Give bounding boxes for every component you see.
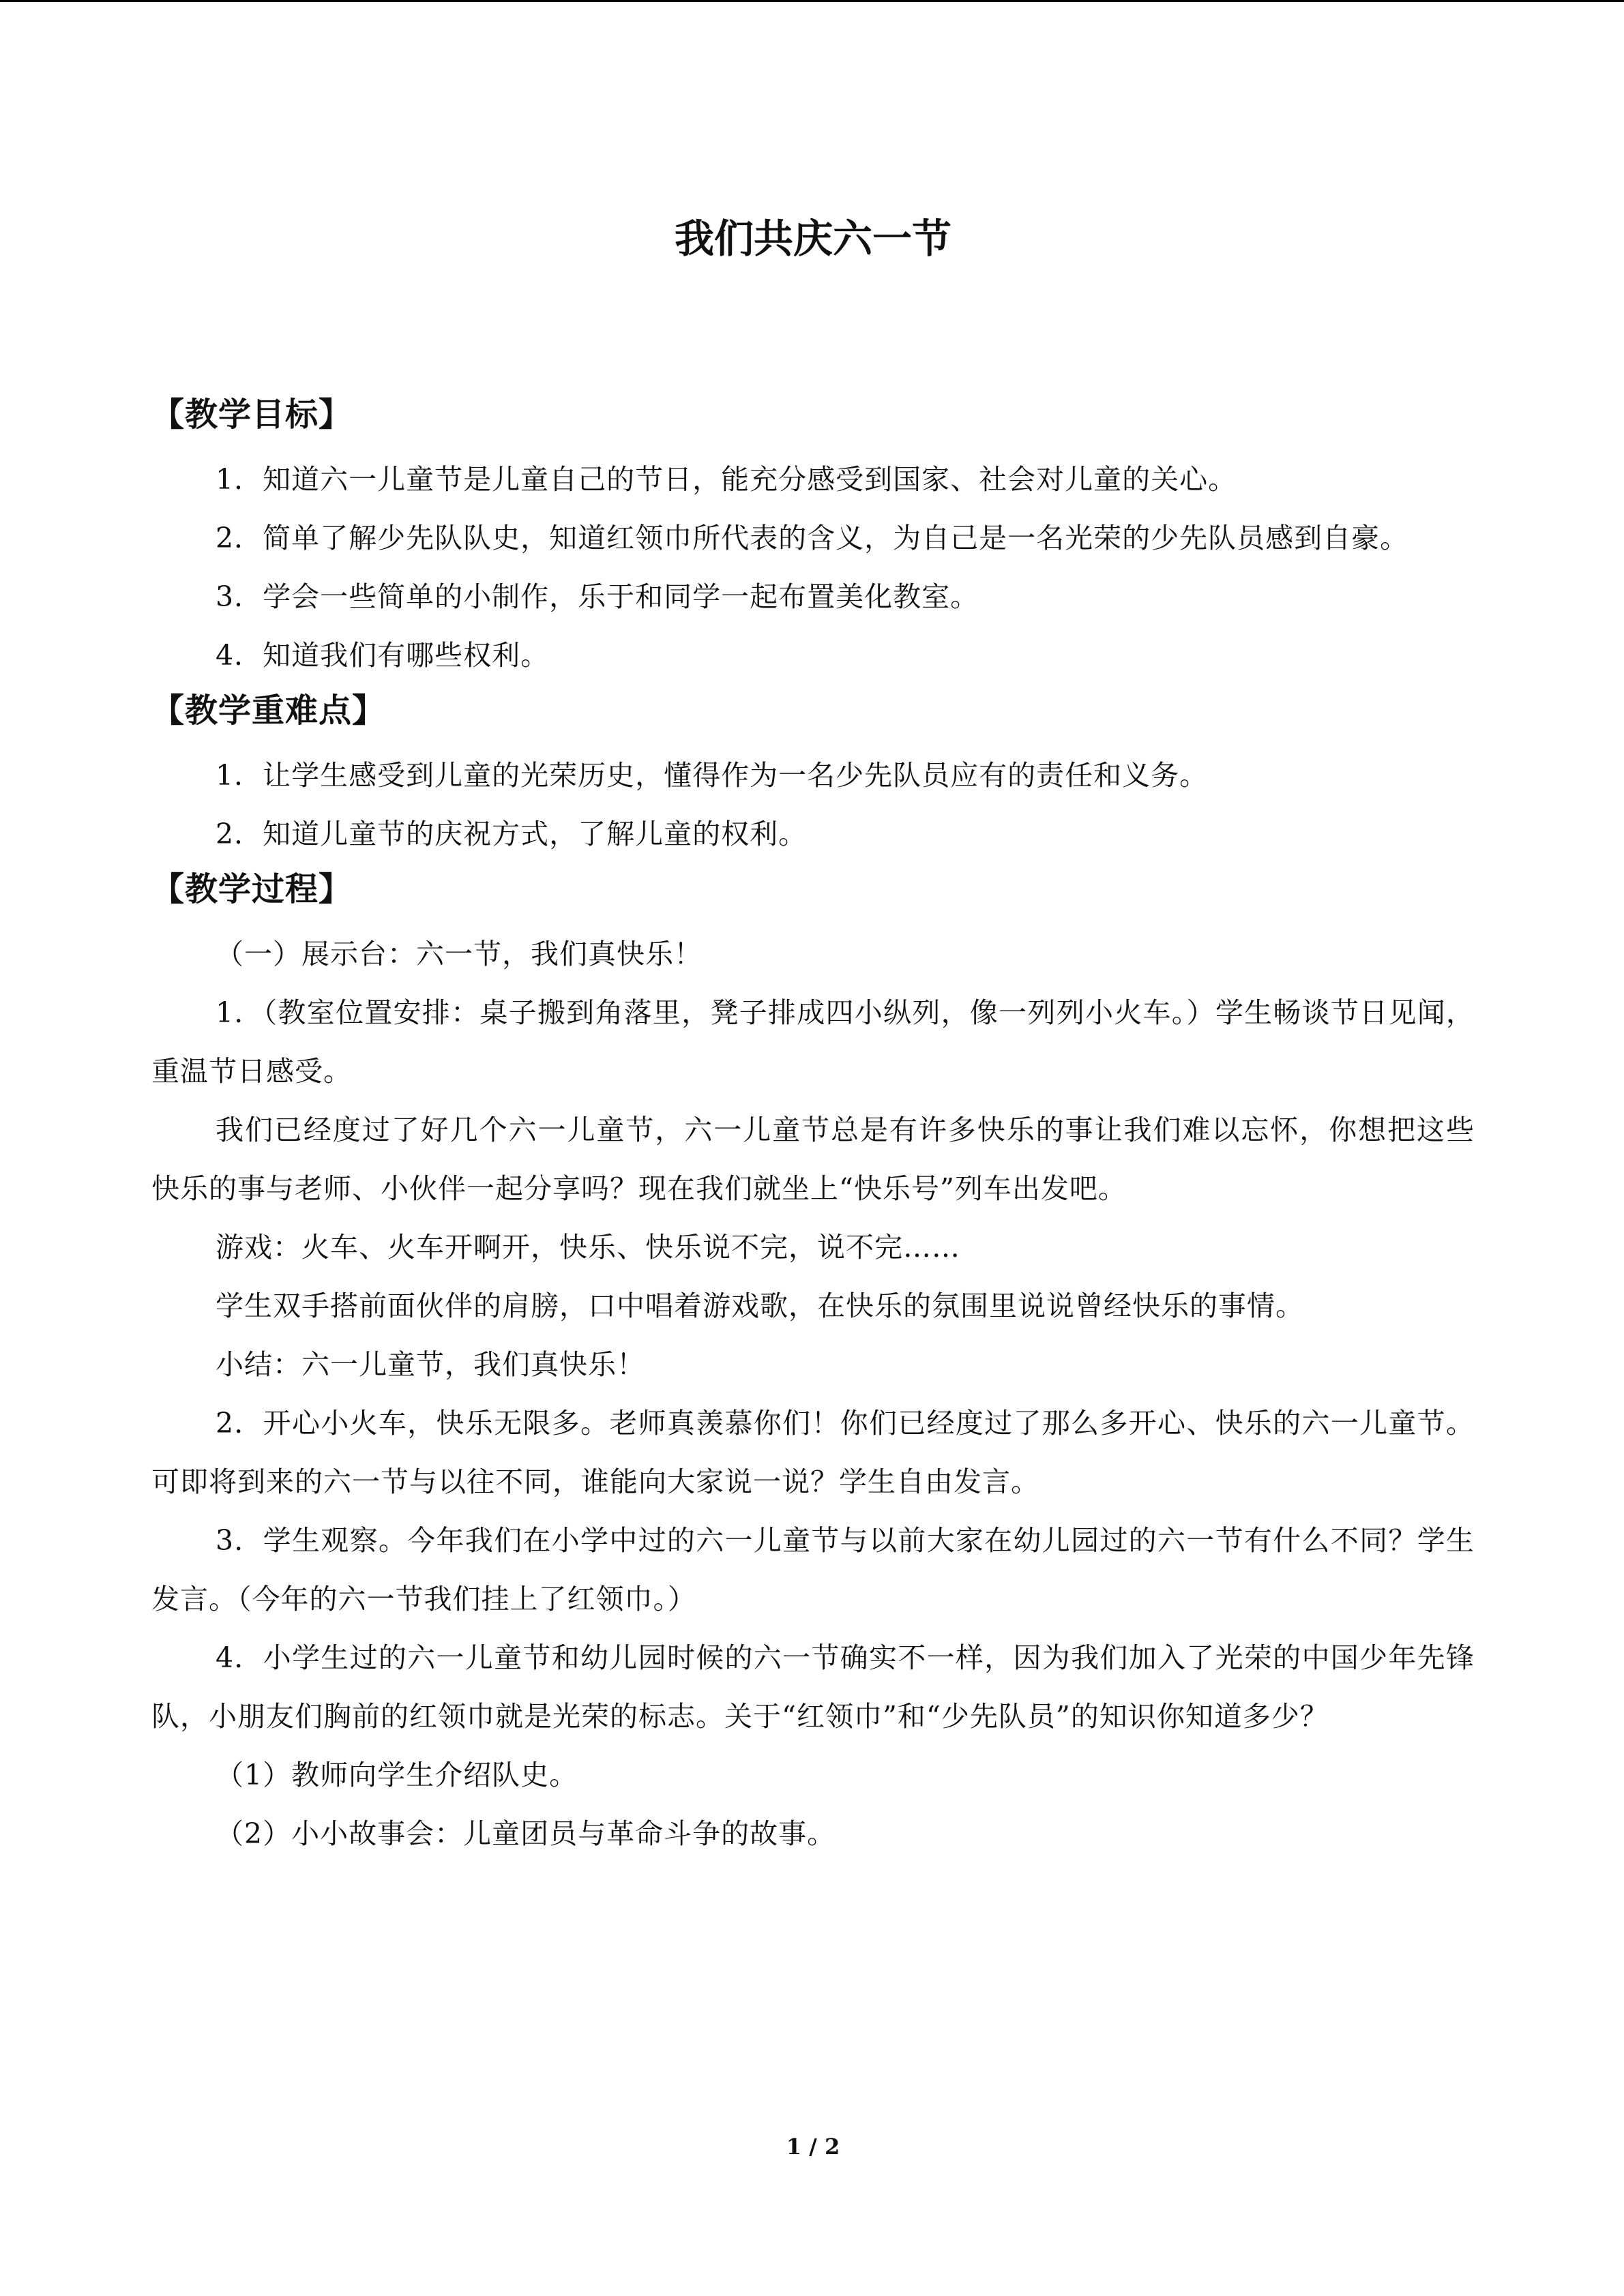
section-heading: 【教学过程】 [151,870,353,908]
paragraph: 1．知道六一儿童节是儿童自己的节日，能充分感受到国家、社会对儿童的关心。 [216,463,1237,496]
paragraph: 2．知道儿童节的庆祝方式，了解儿童的权利。 [216,818,808,850]
paragraph: 3．学会一些简单的小制作，乐于和同学一起布置美化教室。 [216,580,979,613]
paragraph: 小结：六一儿童节，我们真快乐！ [216,1348,645,1381]
paragraph: 1．让学生感受到儿童的光荣历史，懂得作为一名少先队员应有的责任和义务。 [216,759,1209,792]
section-heading: 【教学目标】 [151,396,353,434]
section-teaching-objectives [151,389,1475,685]
paragraph: 游戏：火车、火车开啊开，快乐、快乐说不完，说不完…… [216,1231,960,1264]
paragraph: 我们已经度过了好几个六一儿童节，六一儿童节总是有许多快乐的事让我们难以忘怀，你想把这些快乐的事与老师、小伙伴一起分享吗？现在我们就坐上“快乐号”列车出发吧。 [151,1114,1475,1205]
document-page [151,0,1475,2296]
document-title: 我们共庆六一节 [674,215,951,262]
paragraph: （一）展示台：六一节，我们真快乐！ [216,938,703,970]
section-teaching-process [151,863,1475,1863]
paragraph: 2．简单了解少先队队史，知道红领巾所代表的含义，为自己是一名光荣的少先队员感到自豪。 [216,522,1409,554]
paragraph: 4．小学生过的六一儿童节和幼儿园时候的六一节确实不一样，因为我们加入了光荣的中国少年先锋队，小朋友们胸前的红领巾就是光荣的标志。关于“红领巾”和“少先队员”的知识你知道多少？ [151,1641,1475,1733]
paragraph: 1．（教室位置安排：桌子搬到角落里，凳子排成四小纵列，像一列列小火车。）学生畅谈节日见闻，重温节日感受。 [151,996,1475,1088]
page-number: 1 / 2 [786,2134,840,2160]
paragraph: （2）小小故事会：儿童团员与革命斗争的故事。 [216,1817,836,1850]
section-heading: 【教学重难点】 [151,691,386,730]
paragraph: （1）教师向学生介绍队史。 [216,1759,578,1791]
paragraph: 4．知道我们有哪些权利。 [216,639,550,672]
paragraph: 3．学生观察。今年我们在小学中过的六一儿童节与以前大家在幼儿园过的六一节有什么不同？学生发言。（今年的六一节我们挂上了红领巾。） [151,1524,1475,1615]
document-body [151,389,1475,1863]
paragraph: 2．开心小火车，快乐无限多。老师真羡慕你们！你们已经度过了那么多开心、快乐的六一儿童节。可即将到来的六一节与以往不同，谁能向大家说一说？学生自由发言。 [151,1407,1475,1498]
section-key-points [151,685,1475,863]
paragraph: 学生双手搭前面伙伴的肩膀，口中唱着游戏歌，在快乐的氛围里说说曾经快乐的事情。 [216,1289,1304,1322]
